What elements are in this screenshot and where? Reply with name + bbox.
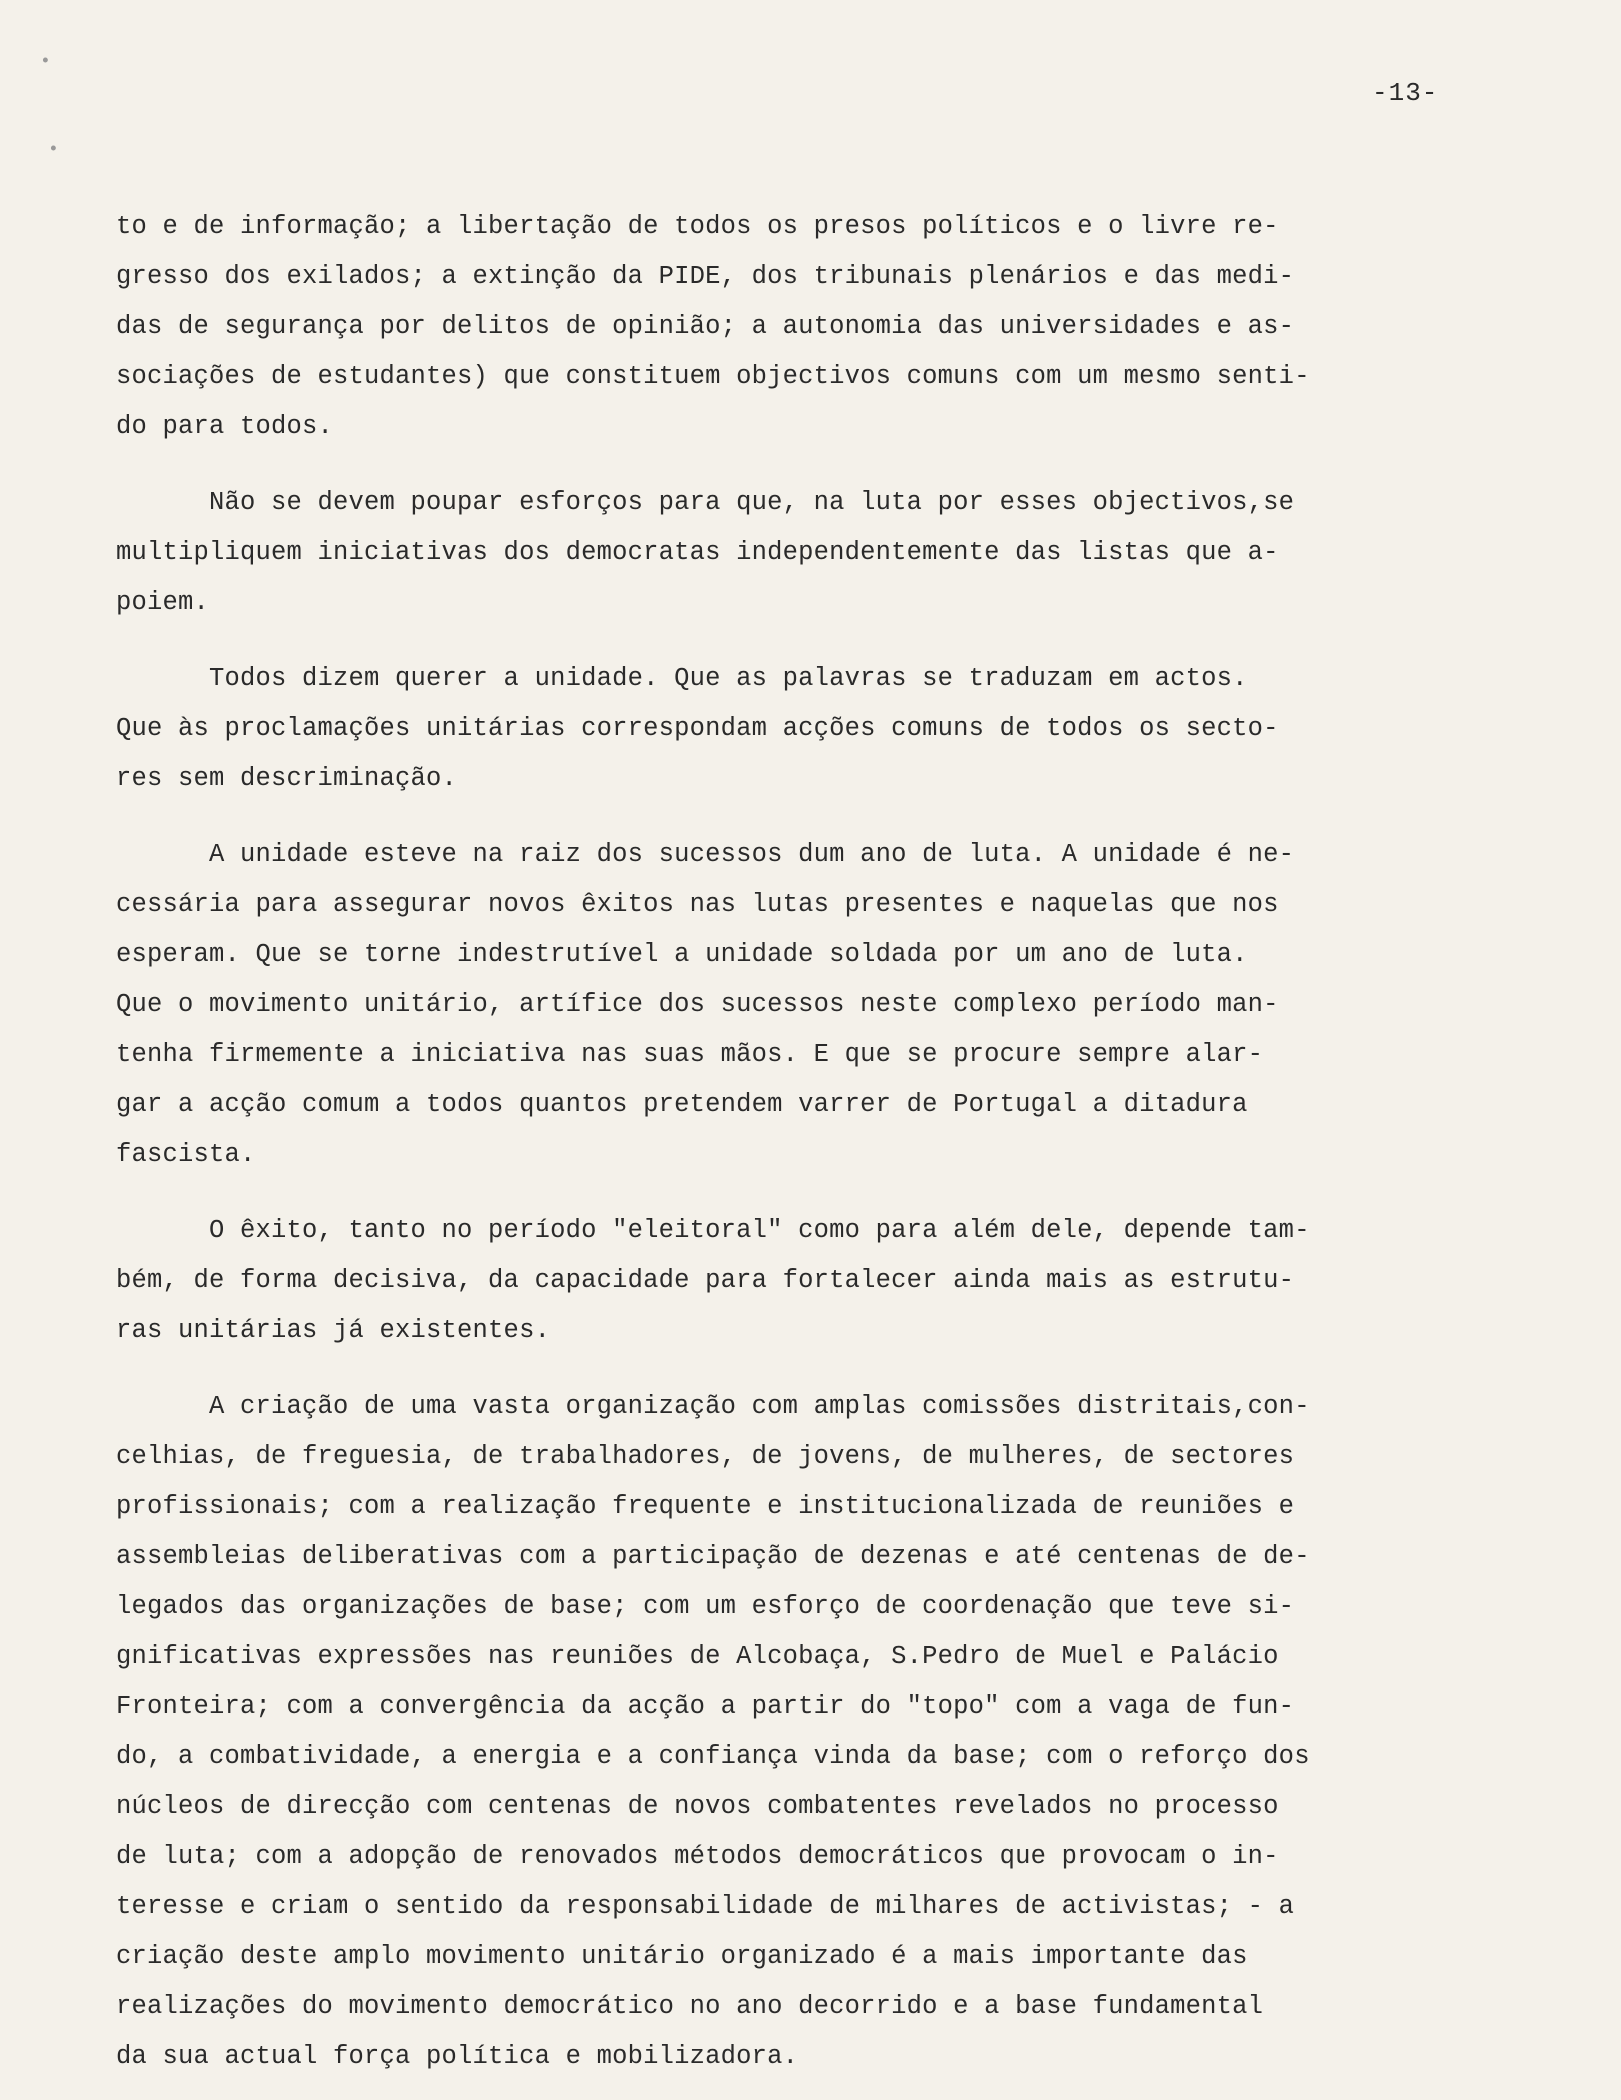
text-line: A criação de uma vasta organização com amplas comissões distritais,con- [116, 1392, 1310, 1421]
paragraph [116, 202, 1566, 452]
text-line: profissionais; com a realização frequente e institucionalizada de reuniões e [116, 1492, 1295, 1521]
text-line: multipliquem iniciativas dos democratas independentemente das listas que a- [116, 538, 1279, 567]
page-number: -13- [1372, 78, 1439, 108]
text-line: fascista. [116, 1140, 256, 1169]
text-line: Fronteira; com a convergência da acção a partir do "topo" com a vaga de fun- [116, 1692, 1295, 1721]
text-line: do, a combatividade, a energia e a confiança vinda da base; com o reforço dos [116, 1742, 1310, 1771]
text-line: tenha firmemente a iniciativa nas suas mãos. E que se procure sempre alar- [116, 1040, 1264, 1069]
text-line: Que às proclamações unitárias correspondam acções comuns de todos os secto- [116, 714, 1279, 743]
text-line: assembleias deliberativas com a participação de dezenas e até centenas de de- [116, 1542, 1310, 1571]
text-line: celhias, de freguesia, de trabalhadores, de jovens, de mulheres, de sectores [116, 1442, 1295, 1471]
text-line: to e de informação; a libertação de todos os presos políticos e o livre re- [116, 212, 1279, 241]
text-line: gnificativas expressões nas reuniões de Alcobaça, S.Pedro de Muel e Palácio [116, 1642, 1279, 1671]
text-line: de luta; com a adopção de renovados métodos democráticos que provocam o in- [116, 1842, 1279, 1871]
paragraph [116, 830, 1566, 1180]
text-line: Todos dizem querer a unidade. Que as palavras se traduzam em actos. [116, 664, 1248, 693]
text-line: legados das organizações de base; com um esforço de coordenação que teve si- [116, 1592, 1295, 1621]
text-line: bém, de forma decisiva, da capacidade para fortalecer ainda mais as estrutu- [116, 1266, 1295, 1295]
paragraph [116, 654, 1566, 804]
text-line: gar a acção comum a todos quantos pretendem varrer de Portugal a ditadura [116, 1090, 1248, 1119]
text-line: cessária para assegurar novos êxitos nas lutas presentes e naquelas que nos [116, 890, 1279, 919]
text-line: realizações do movimento democrático no ano decorrido e a base fundamental [116, 1992, 1264, 2021]
paragraph-gap [116, 1180, 1566, 1206]
paragraph [116, 478, 1566, 628]
text-line: das de segurança por delitos de opinião; a autonomia das universidades e as- [116, 312, 1295, 341]
document-body [116, 202, 1566, 2082]
text-line: ras unitárias já existentes. [116, 1316, 551, 1345]
text-line: sociações de estudantes) que constituem objectivos comuns com um mesmo senti- [116, 362, 1310, 391]
text-line: A unidade esteve na raiz dos sucessos dum ano de luta. A unidade é ne- [116, 840, 1295, 869]
paragraph-gap [116, 452, 1566, 478]
text-line: do para todos. [116, 412, 334, 441]
margin-mark: • [48, 140, 59, 160]
margin-mark: • [40, 52, 51, 72]
text-line: núcleos de direcção com centenas de novos combatentes revelados no processo [116, 1792, 1279, 1821]
text-line: O êxito, tanto no período "eleitoral" como para além dele, depende tam- [116, 1216, 1310, 1245]
text-line: gresso dos exilados; a extinção da PIDE, dos tribunais plenários e das medi- [116, 262, 1295, 291]
text-line: da sua actual força política e mobilizadora. [116, 2042, 799, 2071]
text-line: res sem descriminação. [116, 764, 458, 793]
paragraph-gap [116, 804, 1566, 830]
paragraph [116, 1206, 1566, 1356]
text-line: poiem. [116, 588, 210, 617]
paragraph [116, 1382, 1566, 2082]
text-line: Não se devem poupar esforços para que, na luta por esses objectivos,se [116, 488, 1295, 517]
text-line: esperam. Que se torne indestrutível a unidade soldada por um ano de luta. [116, 940, 1248, 969]
paragraph-gap [116, 1356, 1566, 1382]
text-line: criação deste amplo movimento unitário organizado é a mais importante das [116, 1942, 1248, 1971]
text-line: Que o movimento unitário, artífice dos sucessos neste complexo período man- [116, 990, 1279, 1019]
text-line: teresse e criam o sentido da responsabilidade de milhares de activistas; - a [116, 1892, 1295, 1921]
paragraph-gap [116, 628, 1566, 654]
